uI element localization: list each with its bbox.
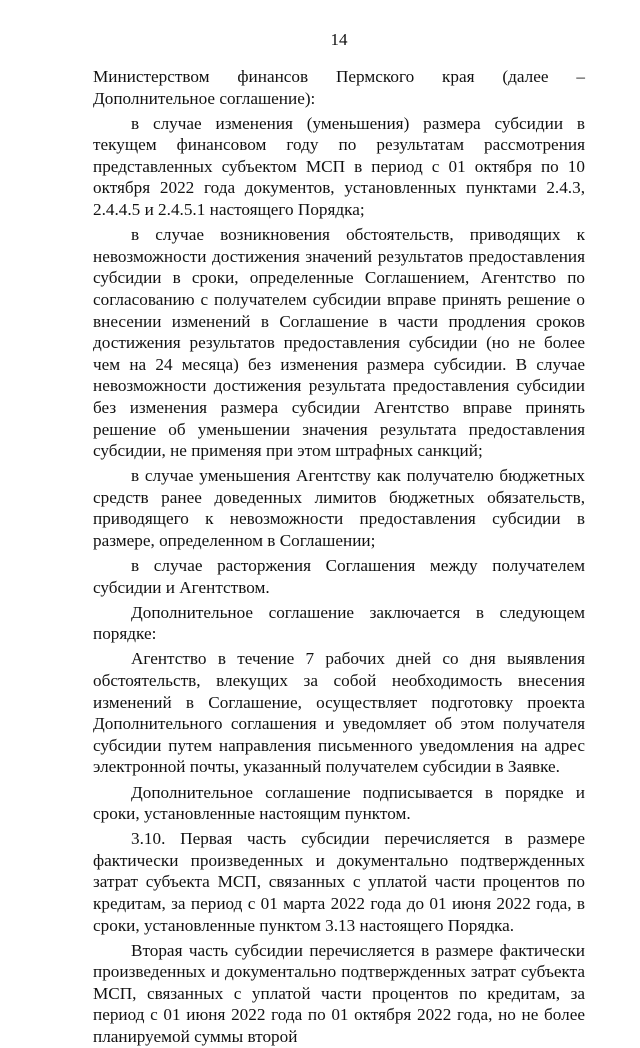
paragraph-6: Дополнительное соглашение заключается в следующем порядке:: [93, 602, 585, 644]
paragraph-3: в случае возникновения обстоятельств, приводящих к невозможности достижения значений результатов предоставления субсидии в сроки, определенные Соглашением, Агентство по согласованию с получателем субсидии вправе принять решение о внесении изменений в Соглашение в части продления сроков достижения результатов предоставления субсидии (но не более чем на 24 месяца) без изменения размера субсидии. В случае невозможности достижения результата предоставления субсидии без изменения размера субсидии Агентство вправе принять решение об уменьшении значения результата предоставления субсидии, не применяя при этом штрафных санкций;: [93, 225, 585, 461]
paragraph-7: Агентство в течение 7 рабочих дней со дня выявления обстоятельств, влекущих за собой необходимость внесения изменений в Соглашение, осуществляет подготовку проекта Дополнительного соглашения и уведомляет об этом получателя субсидии путем направления письменного уведомления на адрес электронной почты, указанный получателем субсидии в Заявке.: [93, 649, 585, 777]
paragraph-1: Министерством финансов Пермского края (далее – Дополнительное соглашение):: [93, 67, 585, 108]
paragraph-2: в случае изменения (уменьшения) размера субсидии в текущем финансовом году по результатам рассмотрения представленных субъектом МСП в период с 01 октября по 10 октября 2022 года документов, установленных пунктами 2.4.3, 2.4.4.5 и 2.4.5.1 настоящего Порядка;: [93, 113, 585, 220]
paragraph-10: Вторая часть субсидии перечисляется в размере фактически произведенных и документально подтвержденных затрат субъекта МСП, связанных с уплатой части процентов по кредитам, за период с 01 июня 2022 года по 01 октября 2022 года, но не более планируемой суммы второй: [93, 940, 585, 1047]
page-number: 14: [330, 30, 348, 49]
paragraph-8: Дополнительное соглашение подписывается в порядке и сроки, установленные настоящим пунктом.: [93, 782, 585, 824]
paragraph-5: в случае расторжения Соглашения между получателем субсидии и Агентством.: [93, 556, 585, 597]
paragraph-4: в случае уменьшения Агентству как получателю бюджетных средств ранее доведенных лимитов бюджетных обязательств, приводящего к невозможности предоставления субсидии в размере, определенном в Соглашении;: [93, 466, 585, 550]
paragraph-9: 3.10. Первая часть субсидии перечисляется в размере фактически произведенных и документально подтвержденных затрат субъекта МСП, связанных с уплатой части процентов по кредитам, за период с 01 марта 2022 года до 01 июня 2022 года, в сроки, установленные пунктом 3.13 настоящего Порядка.: [93, 829, 585, 935]
